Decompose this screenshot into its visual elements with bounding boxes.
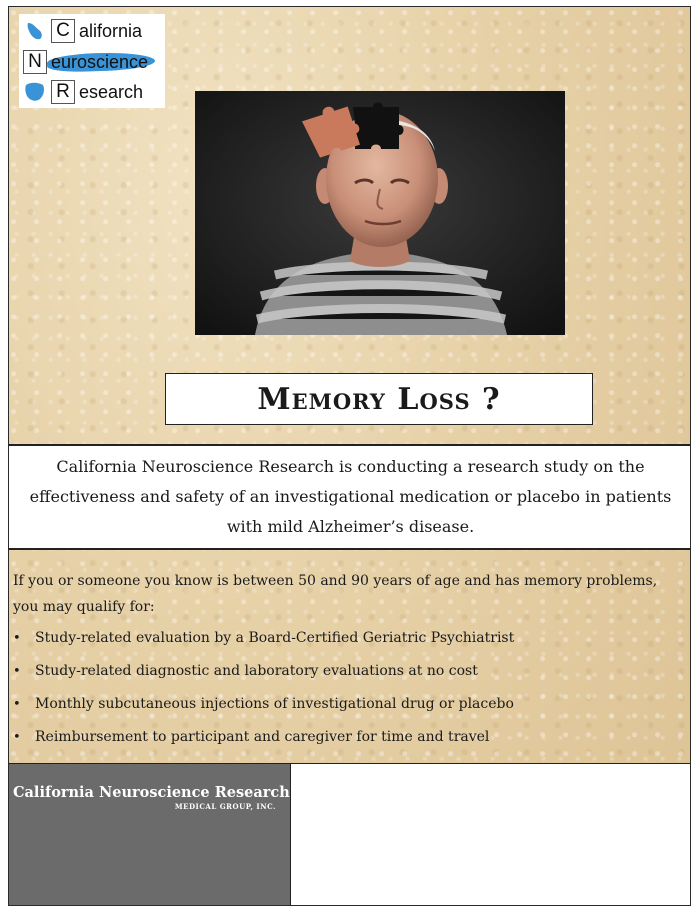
benefits-list — [13, 622, 683, 754]
footer-org-panel — [9, 764, 291, 906]
bullet-icon: • — [13, 631, 21, 646]
logo-blue-shape-icon — [23, 19, 47, 43]
eligibility-section — [13, 568, 683, 754]
intro-box — [8, 444, 691, 550]
bullet-icon: • — [13, 697, 21, 712]
logo-word-esearch: esearch — [79, 81, 144, 102]
list-item: • Study-related diagnostic and laboratory evaluations at no cost — [13, 655, 683, 688]
footer-org-name: California Neuroscience Research — [13, 784, 290, 801]
footer-org-subtitle: MEDICAL GROUP, INC. — [174, 802, 276, 811]
intro-text: California Neuroscience Research is conducting a research study on the effectiveness and safety of an investigational medication or placebo in patients with mild Alzheimer’s disease. — [29, 457, 672, 536]
logo-row-research — [23, 78, 143, 106]
eligibility-lead: If you or someone you know is between 50 and 90 years of age and has memory problems, you may qualify for: — [13, 573, 658, 615]
bullet-icon: • — [13, 730, 21, 745]
elderly-man-puzzle-photo — [195, 91, 565, 335]
list-item: • Reimbursement to participant and caregiver for time and travel — [13, 721, 683, 754]
list-item: • Monthly subcutaneous injections of investigational drug or placebo — [13, 688, 683, 721]
logo-letter-c: C — [51, 19, 75, 43]
logo-letter-r: R — [51, 80, 75, 104]
headline-box — [165, 373, 593, 425]
logo-row-neuroscience — [23, 48, 148, 76]
california-neuroscience-research-logo — [19, 14, 165, 108]
logo-word-euroscience: euroscience — [51, 51, 149, 72]
footer-blank-panel — [291, 764, 691, 906]
logo-word-alifornia: alifornia — [79, 20, 143, 41]
list-item: • Study-related evaluation by a Board-Certified Geriatric Psychiatrist — [13, 622, 683, 655]
logo-letter-n: N — [23, 50, 47, 74]
headline: Memory Loss ? — [257, 381, 501, 417]
flyer — [8, 6, 691, 906]
logo-brain-icon — [23, 80, 47, 104]
bullet-icon: • — [13, 664, 21, 679]
logo-row-california — [23, 17, 142, 45]
